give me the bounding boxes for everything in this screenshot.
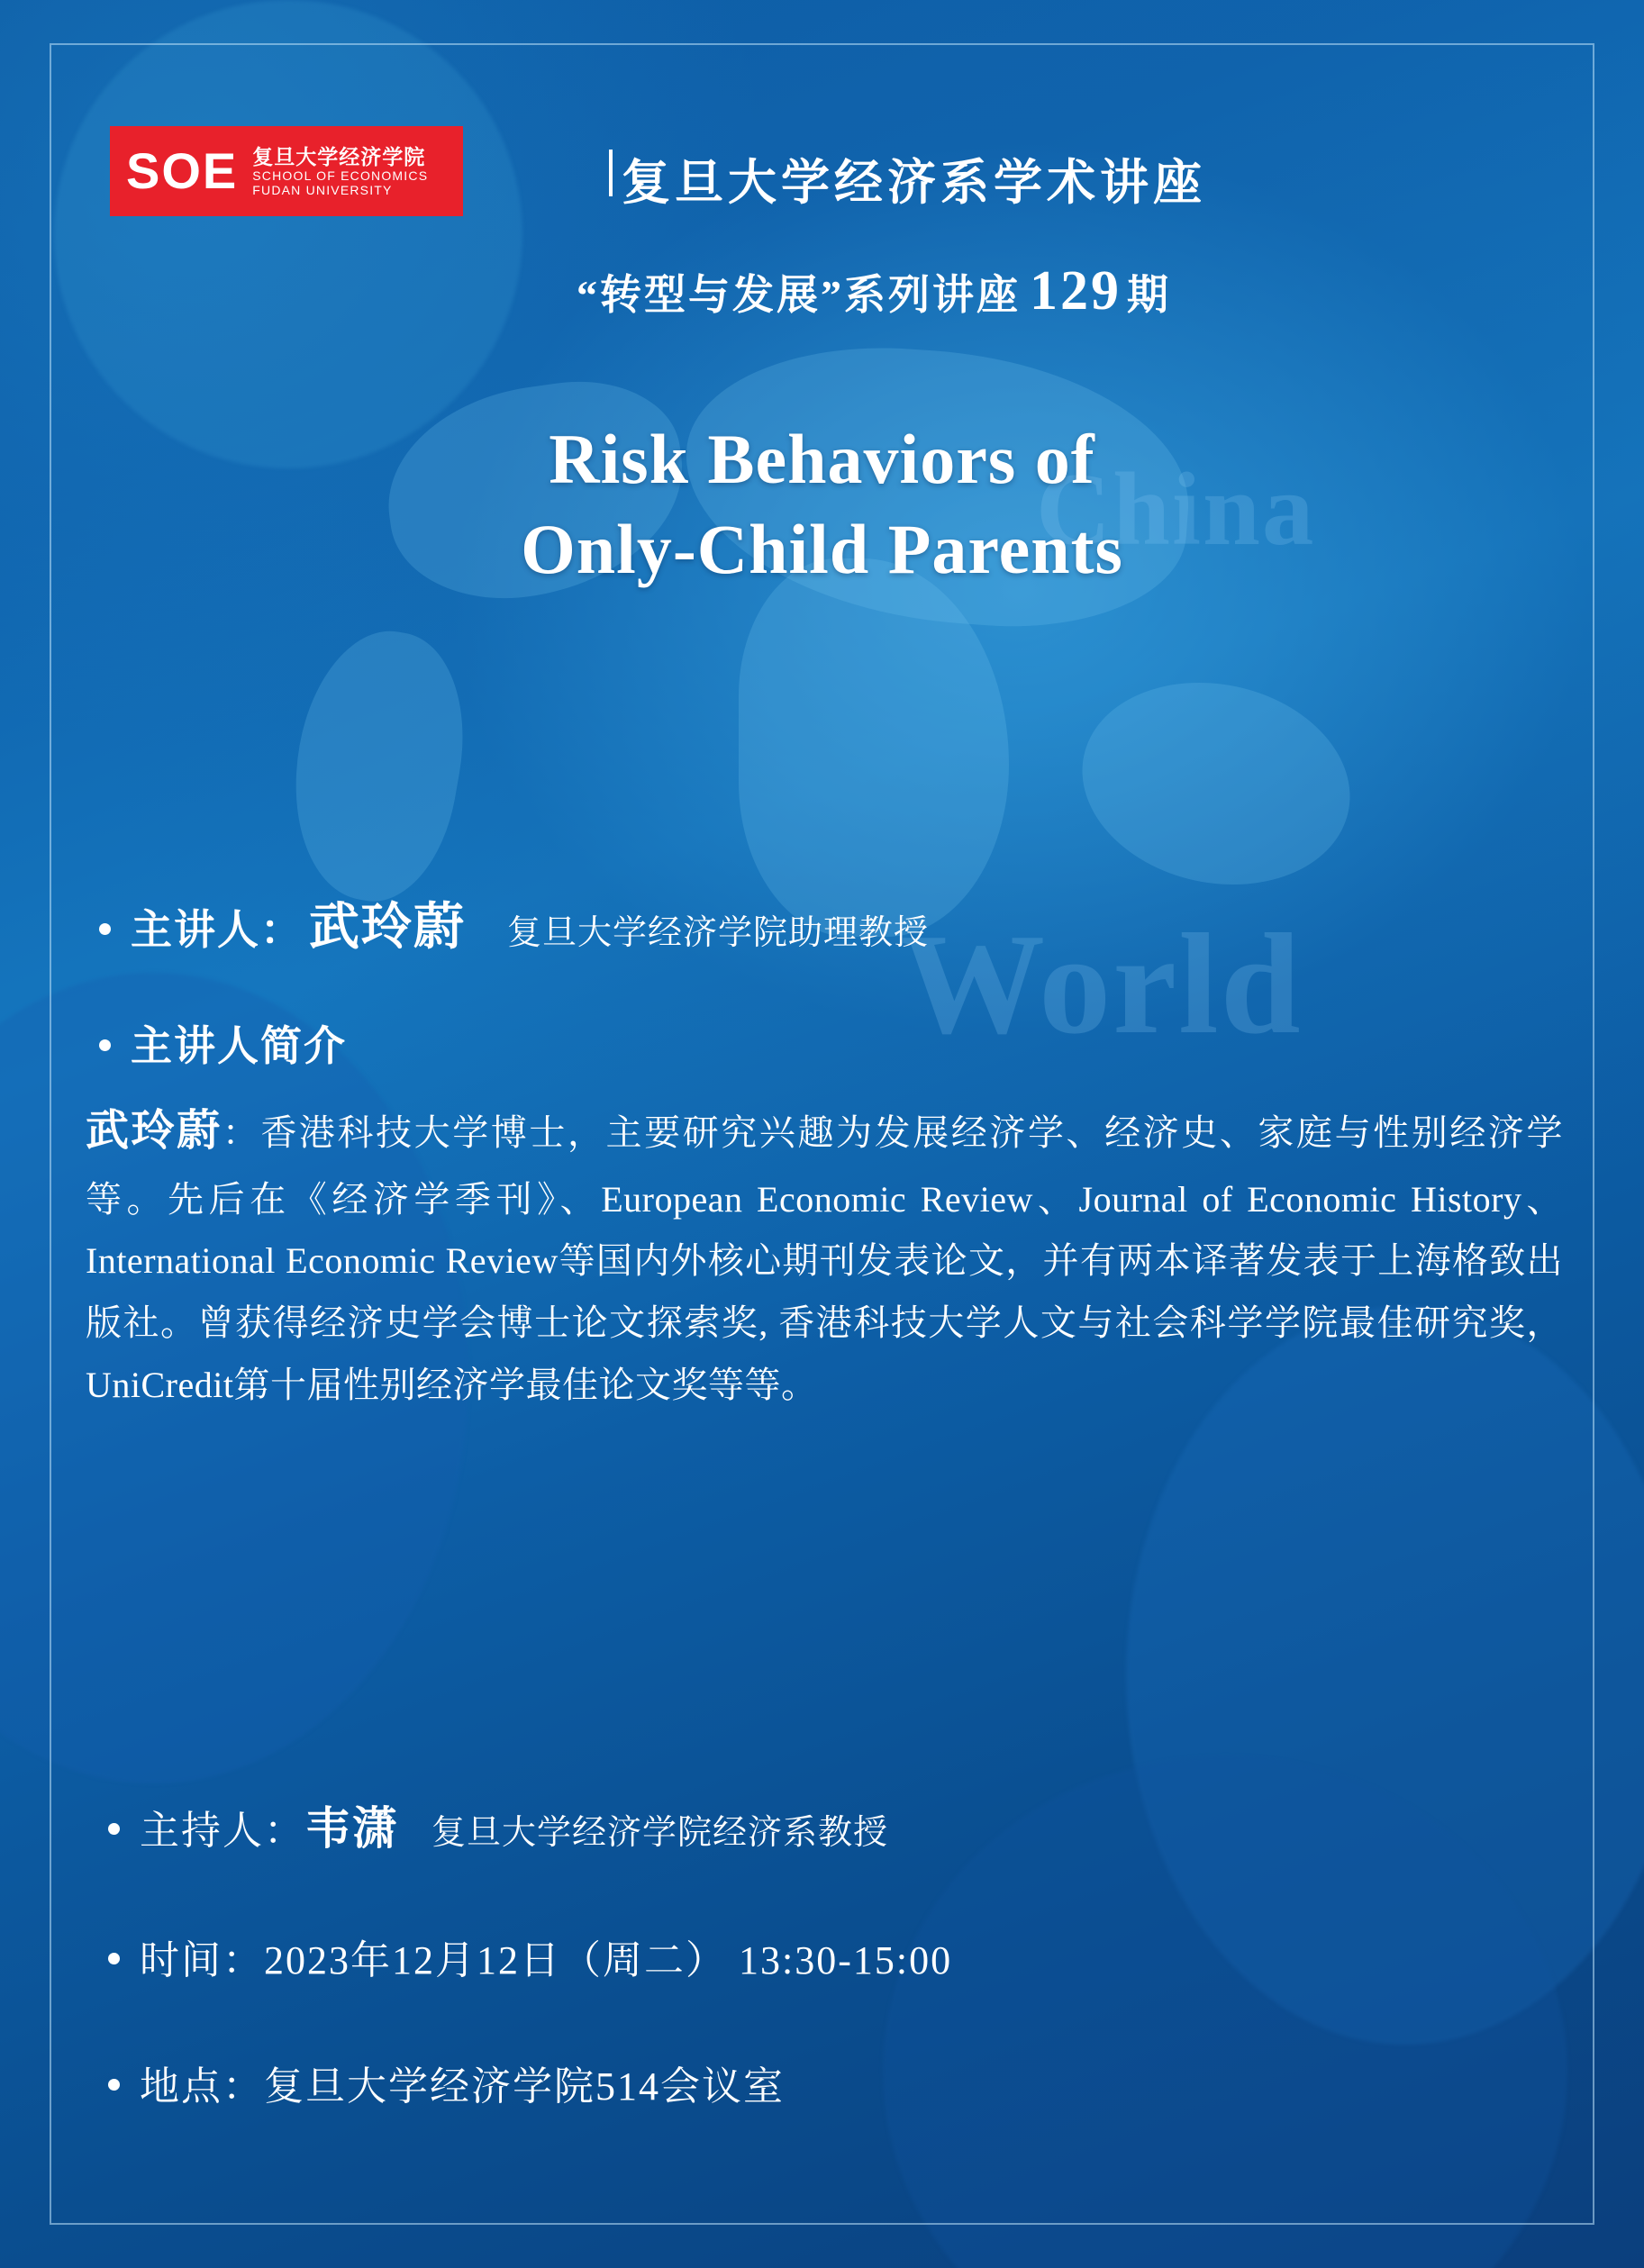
time-value: 2023年12月12日（周二） 13:30-15:00	[264, 1938, 953, 1982]
time-row	[108, 1928, 952, 1985]
bio-text: ：香港科技大学博士，主要研究兴趣为发展经济学、经济史、家庭与性别经济学等。先后在《经济学季刊》、European Economic Review、Journal of Economic History、International Economic Review等国内外核心期刊发表论文，并有两本译著发表于上海格致出版社。曾获得经济史学会博士论文探索奖, 香港科技大学人文与社会科学学院最佳研究奖，UniCredit第十届性别经济学最佳论文奖等等。	[86, 1112, 1563, 1405]
soe-logo	[110, 126, 463, 216]
watermark-china: China	[1036, 452, 1316, 567]
series-issue-number: 129	[1030, 260, 1122, 322]
speaker-row	[99, 887, 929, 959]
place-value: 复旦大学经济学院514会议室	[264, 2064, 785, 2109]
bio-paragraph	[86, 1094, 1563, 1417]
bullet-dot-icon	[99, 923, 111, 935]
bio-name: 武玲蔚	[86, 1107, 223, 1155]
bullet-dot-icon	[108, 2079, 120, 2091]
speaker-affiliation: 复旦大学经济学院助理教授	[507, 914, 930, 952]
poster-header-line-1: 复旦大学经济系学术讲座	[622, 144, 1206, 213]
logo-english-line-2: FUDAN UNIVERSITY	[252, 183, 393, 198]
title-line-2: Only-Child Parents	[521, 509, 1123, 588]
place-label: 地点：	[140, 2064, 264, 2109]
series-label: “转型与发展”系列讲座	[577, 272, 1021, 318]
logo-english-line-1: SCHOOL OF ECONOMICS	[252, 168, 429, 184]
host-label: 主持人：	[140, 1809, 305, 1853]
time-label: 时间：	[140, 1938, 264, 1982]
place-row	[108, 2054, 785, 2111]
logo-text-block	[252, 145, 428, 198]
host-name: 韦潇	[305, 1803, 399, 1854]
watermark-world: World	[901, 903, 1303, 1064]
title-line-1: Risk Behaviors of	[549, 420, 1095, 498]
poster-header-line-2	[577, 259, 1171, 323]
speaker-name: 武玲蔚	[309, 900, 466, 956]
bullet-dot-icon	[99, 1039, 111, 1051]
speaker-label: 主讲人：	[131, 907, 304, 953]
series-issue-suffix: 期	[1127, 272, 1171, 318]
logo-chinese-name: 复旦大学经济学院	[252, 144, 426, 168]
host-affiliation: 复旦大学经济学院经济系教授	[431, 1814, 889, 1852]
bullet-dot-icon	[108, 1823, 120, 1835]
host-row	[108, 1792, 888, 1857]
bio-heading-row	[99, 1013, 347, 1073]
page-title	[0, 414, 1644, 594]
bullet-dot-icon	[108, 1953, 120, 1964]
logo-acronym: SOE	[126, 142, 239, 199]
bio-heading: 主讲人简介	[131, 1023, 347, 1069]
